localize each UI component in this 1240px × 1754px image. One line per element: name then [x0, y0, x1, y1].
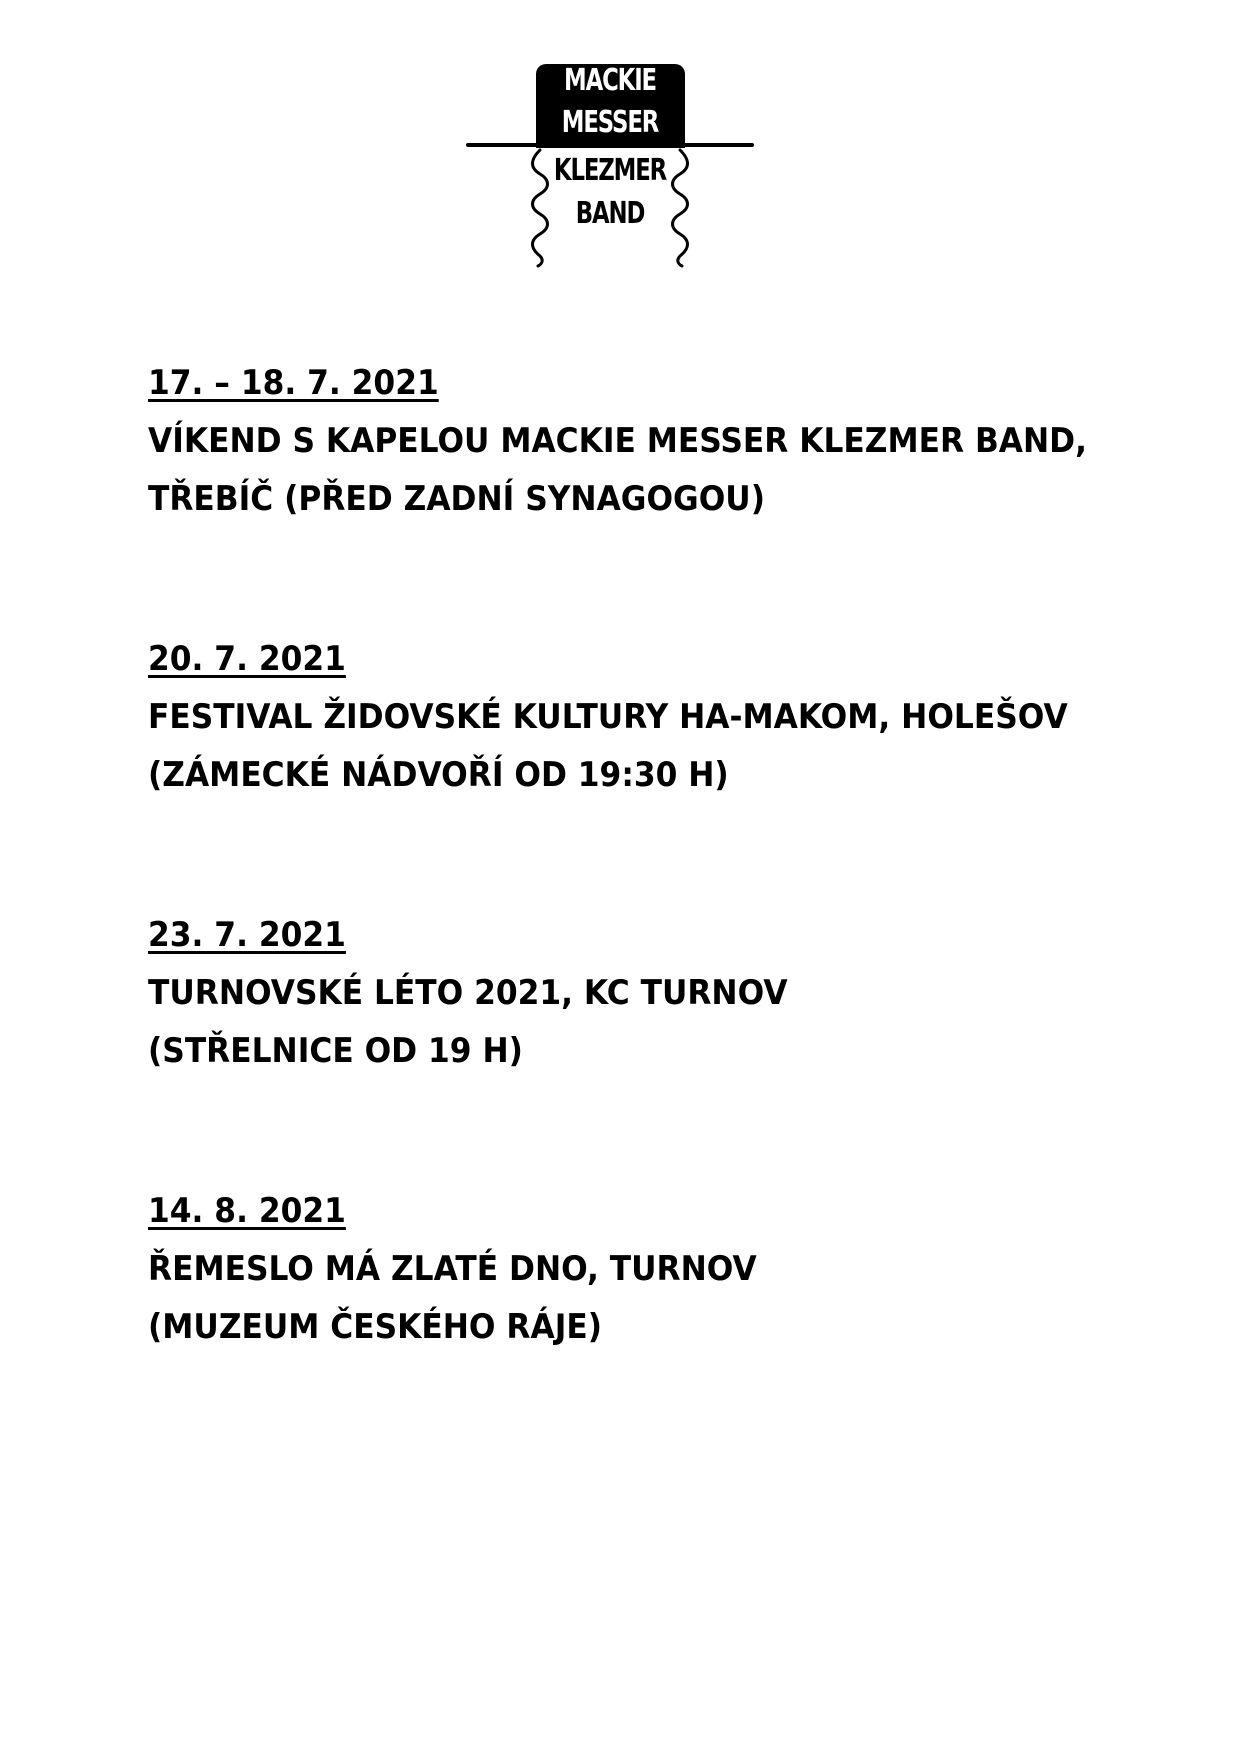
event-venue: (ZÁMECKÉ NÁDVOŘÍ OD 19:30 H)	[148, 755, 729, 795]
event-venue: (MUZEUM ČESKÉHO RÁJE)	[148, 1307, 603, 1347]
event-title: TURNOVSKÉ LÉTO 2021, KC TURNOV	[148, 973, 788, 1013]
event-date: 20. 7. 2021	[148, 639, 346, 679]
band-logo	[468, 60, 752, 270]
event-date: 17. – 18. 7. 2021	[148, 363, 439, 403]
event-venue: (STŘELNICE OD 19 H)	[148, 1031, 523, 1071]
logo-text-line: MESSER	[561, 105, 659, 140]
event-date: 23. 7. 2021	[148, 915, 346, 955]
logo-text-line: KLEZMER	[553, 153, 667, 188]
event-date: 14. 8. 2021	[148, 1191, 346, 1231]
event-list	[148, 362, 1148, 1466]
event-venue: TŘEBÍČ (PŘED ZADNÍ SYNAGOGOU)	[148, 479, 766, 519]
event-item	[148, 914, 1148, 1190]
event-item	[148, 362, 1148, 638]
event-title: ŘEMESLO MÁ ZLATÉ DNO, TURNOV	[148, 1249, 757, 1289]
event-item	[148, 638, 1148, 914]
logo-text-line: MACKIE	[564, 63, 656, 98]
event-title: FESTIVAL ŽIDOVSKÉ KULTURY HA-MAKOM, HOLEŠOV	[148, 697, 1068, 737]
logo-text-line: BAND	[575, 196, 645, 231]
event-item	[148, 1190, 1148, 1466]
event-title: VÍKEND S KAPELOU MACKIE MESSER KLEZMER BAND,	[148, 421, 1088, 461]
